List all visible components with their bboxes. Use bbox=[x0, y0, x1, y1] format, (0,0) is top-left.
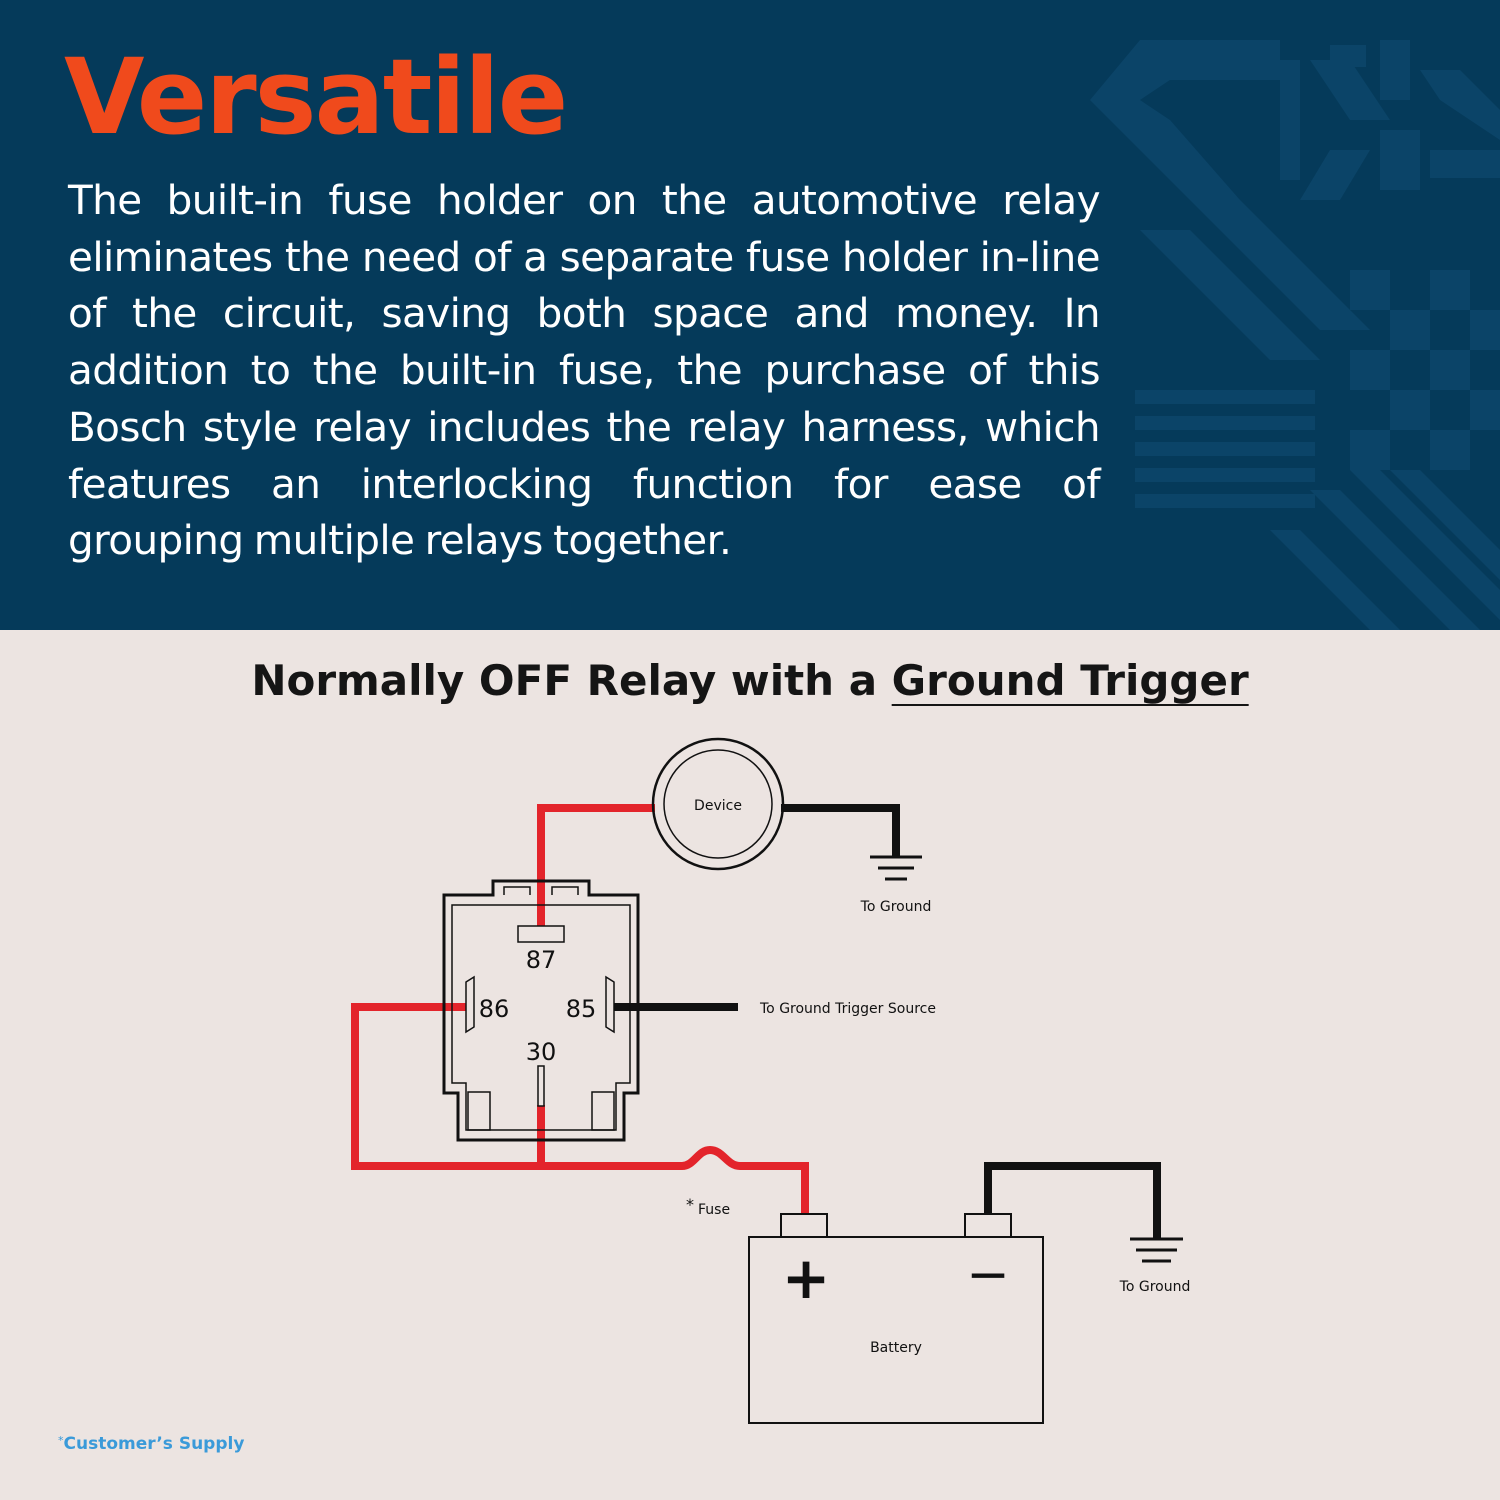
wire-battery-negative-to-ground bbox=[988, 1166, 1157, 1238]
ground-icon-bottom bbox=[1130, 1239, 1183, 1261]
pin-30-label: 30 bbox=[525, 1038, 557, 1066]
ground-label-bottom: To Ground bbox=[1119, 1279, 1191, 1295]
wire-fuse-to-battery-positive bbox=[740, 1166, 805, 1214]
fuse-label: Fuse bbox=[698, 1202, 731, 1218]
trigger-source-label: To Ground Trigger Source bbox=[760, 1001, 936, 1017]
ground-icon-top bbox=[870, 857, 922, 879]
pin-86-label: 86 bbox=[478, 995, 510, 1023]
wire-86-to-fuse bbox=[355, 1007, 682, 1166]
battery-plus-sign: + bbox=[781, 1244, 831, 1312]
body-paragraph: The built-in fuse holder on the automotive relay eliminates the need of a separate fuse holder in-line of the circuit, saving both space and money. In addition to the built-in fuse, the purchase of this Bosch style relay includes the relay harness, which features an interlocking function for ease of grouping multiple relays together. bbox=[68, 176, 1100, 565]
pin-85-label: 85 bbox=[565, 995, 597, 1023]
battery-label: Battery bbox=[870, 1340, 922, 1356]
fuse-symbol bbox=[682, 1150, 740, 1166]
wire-device-to-ground bbox=[781, 808, 896, 856]
headline: Versatile bbox=[64, 36, 567, 158]
footnote-asterisk: * bbox=[58, 1434, 64, 1447]
diagram-title-prefix: Normally OFF Relay with a bbox=[251, 656, 892, 705]
ground-label-top: To Ground bbox=[860, 899, 932, 915]
footnote-text: Customer’s Supply bbox=[63, 1434, 245, 1454]
battery-minus-sign: − bbox=[966, 1245, 1010, 1305]
device-label: Device bbox=[694, 798, 742, 814]
footnote bbox=[58, 1434, 244, 1454]
diagram-title-emphasis: Ground Trigger bbox=[891, 656, 1249, 705]
pin-87-label: 87 bbox=[525, 946, 557, 974]
fuse-asterisk: * bbox=[686, 1195, 694, 1214]
